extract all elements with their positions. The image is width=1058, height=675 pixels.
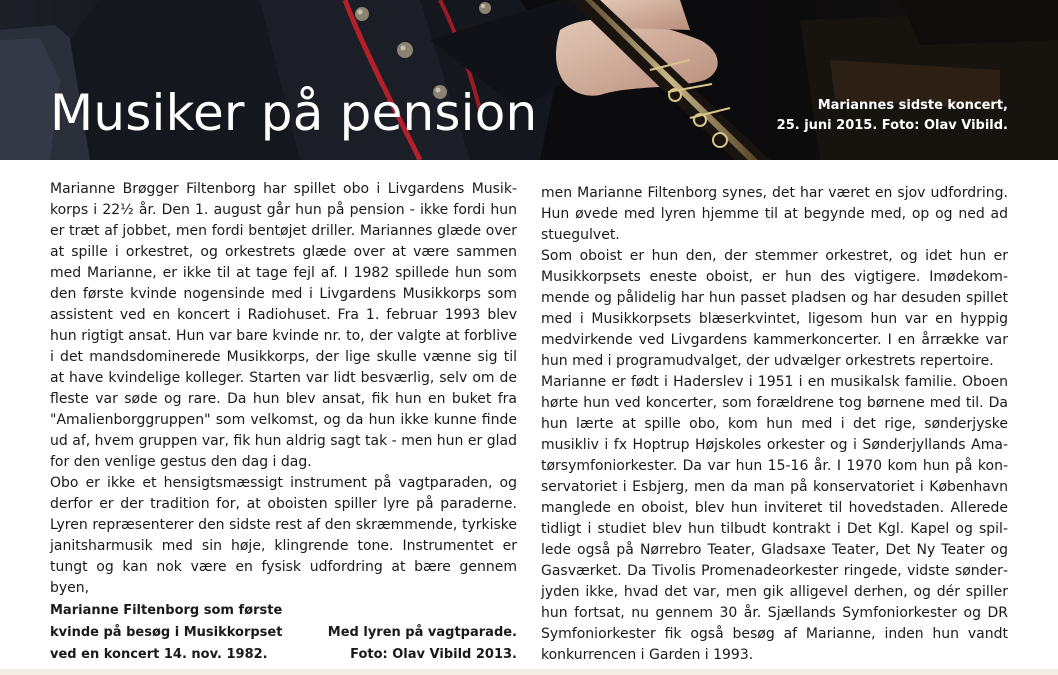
caption-line: kvinde på besøg i Musikkorpset [50, 625, 283, 640]
article-column-left [50, 179, 517, 599]
caption-first-woman [50, 600, 290, 666]
caption-lyre-parade [328, 622, 517, 666]
photo-edge-strip [0, 669, 1058, 675]
photo-caption-line2: 25. juni 2015. Foto: Olav Vibild. [776, 118, 1008, 133]
caption-line: Med lyren på vagtparade. [327, 625, 517, 640]
paragraph: Obo er ikke et hensigtsmæssigt instrument på vagtparaden, og derfor er der tradition for, at oboisten spiller lyre på paraderne. Lyren repræsenterer den sidste rest af den skræmmende, tyrkiske janitsharmusik med sin høje, klingrende tone. Instrumentet er tungt og kan nok være en fysisk udfordring at bære gennem byen, [50, 475, 517, 596]
caption-line: ved en koncert 14. nov. 1982. [50, 647, 268, 662]
article-title: Musiker på pension [50, 84, 538, 142]
paragraph: men Marianne Filtenborg synes, det har været en sjov udfordring. Hun øvede med lyren hjemme til at begynde med, op og ned ad stuegulvet. [541, 185, 1008, 243]
photo-caption [777, 96, 1008, 136]
article-column-right [541, 183, 1008, 666]
photo-caption-line1: Mariannes sidste koncert, [817, 98, 1008, 113]
caption-line: Foto: Olav Vibild 2013. [350, 647, 517, 662]
paragraph: Marianne Brøgger Filtenborg har spillet obo i Livgardens Musikkorps i 22½ år. Den 1. august går hun på pension - ikke fordi hun er træt af jobbet, men fordi bentøjet driller. Mariannes glæde over at spille i orkestret, og orkestrets glæde over at være sammen med Marianne, er ikke til at tage fejl af. I 1982 spillede hun som den første kvinde nogensinde med i Livgardens Musikkorps som assistent ved en koncert i Radiohuset. Fra 1. februar 1993 blev hun rigtigt ansat. Hun var bare kvinde nr. to, der valgte at forblive i det mandsdominerede Musikkorps, der lige skulle vænne sig til at have kvindelige kolleger. Starten var lidt besværlig, selv om de fleste var søde og rare. Da hun blev ansat, fik hun en buket fra "Amalienborggruppen" som velkomst, og da hun ikke kunne finde ud af, hvem gruppen var, fik hun aldrig sagt tak - men hun er glad for den venlige gestus den dag i dag. [50, 181, 517, 470]
caption-line: Marianne Filtenborg som første [50, 603, 283, 618]
hero-photo [0, 0, 1058, 160]
paragraph: Marianne er født i Haderslev i 1951 i en musikalsk familie. Oboen hørte hun ved koncerter, som forældrene tog børnene med til. Da hun lærte at spille obo, kom hun med i det rige, sønderjyske musikliv i fx Hoptrup Højskoles orkester og i Sønderjyllands Amatørsymfoniorkester. Da var hun 15-16 år. I 1970 kom hun på konservatoriet i Esbjerg, men da man på konservatoriet i København manglede en oboist, blev hun inviteret til hovedstaden. Allerede tidligt i studiet blev hun tilbudt kontrakt i Det Kgl. Kapel og spillede også på Nørrebro Teater, Gladsaxe Teater, Det Ny Teater og Gasværket. Da Tivolis Promenadeorkester ringede, vidste sønderjyden ikke, hvad det var, men gik alligevel derhen, og dér spiller hun fortsat, nu gennem 30 år. Sjællands Symfoniorkester og DR Symfoniorkester fik også besøg af Marianne, inden hun vandt konkurrencen i Garden i 1993. [541, 374, 1008, 663]
paragraph: Som oboist er hun den, der stemmer orkestret, og idet hun er Musikkorpsets eneste oboist, er hun des vigtigere. Imødekommende og pålidelig har hun passet pladsen og har desuden spillet med i Musikkorpsets blæserkvintet, ligesom hun var en hyppig medvirkende ved Livgardens kammerkoncerter. I en årrække var hun med i programudvalget, der udvælger orkestrets repertoire. [541, 248, 1008, 369]
bottom-captions [50, 600, 517, 666]
